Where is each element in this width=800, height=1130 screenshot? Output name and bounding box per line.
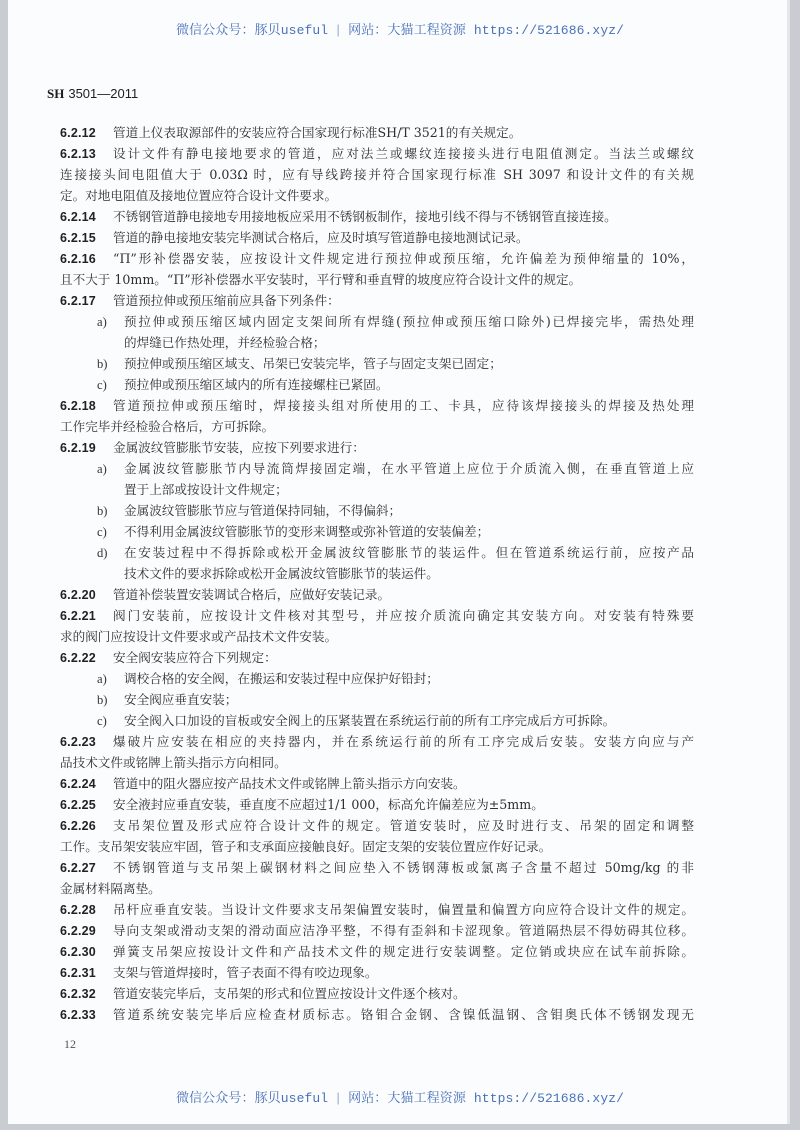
clause-number: 6.2.15 [60, 231, 96, 245]
continuation-line [60, 269, 694, 290]
line-text: 工作。支吊架安装应牢固，管子和支承面应接触良好。固定支架的安装位置应作好记录。 [60, 839, 552, 854]
clause-line [60, 857, 694, 878]
line-text: 安全阀应垂直安装； [124, 692, 238, 707]
line-text: 不锈钢管道静电接地专用接地板应采用不锈钢板制作，接地引线不得与不锈钢管直接连接。 [113, 209, 617, 224]
clause-line [60, 1004, 694, 1025]
line-text: 安全阀入口加设的盲板或安全阀上的压紧装置在系统运行前的所有工序完成后方可拆除。 [124, 713, 616, 728]
clause-line [60, 773, 694, 794]
watermark-separator: | [334, 23, 343, 38]
line-text: 金属波纹管膨胀节安装，应按下列要求进行： [113, 440, 365, 455]
list-item-label: c) [97, 714, 107, 728]
line-text: 连接接头间电阻值大于 0.03Ω 时，应有导线跨接并符合国家现行标准 SH 3097 和设计文件的有关规 [60, 167, 694, 182]
list-item [60, 521, 694, 542]
list-item-label: b) [97, 693, 108, 707]
line-text: 管道中的阻火器应按产品技术文件或铭牌上箭头指示方向安装。 [113, 776, 466, 791]
clause-number: 6.2.29 [60, 924, 96, 938]
line-text: 预拉伸或预压缩区域支、吊架已安装完毕，管子与固定支架已固定； [124, 356, 502, 371]
list-item-continuation [60, 332, 694, 353]
clause-number: 6.2.33 [60, 1008, 96, 1022]
clause-number: 6.2.13 [60, 147, 96, 161]
list-item-label: b) [97, 504, 108, 518]
clause-number: 6.2.14 [60, 210, 96, 224]
line-text: 支吊架位置及形式应符合设计文件的规定。管道安装时，应及时进行支、吊架的固定和调整 [113, 818, 694, 833]
clause-line [60, 584, 694, 605]
clause-number: 6.2.23 [60, 735, 96, 749]
continuation-line [60, 416, 694, 437]
continuation-line [60, 836, 694, 857]
clause-line [60, 437, 694, 458]
line-text: “Π”形补偿器安装，应按设计文件规定进行预拉伸或预压缩，允许偏差为预伸缩量的 10%， [113, 251, 694, 266]
list-item [60, 710, 694, 731]
line-text: 管道系统安装完毕后应检查材质标志。铬钼合金钢、含镍低温钢、含钼奥氏体不锈钢发现无 [113, 1007, 694, 1022]
line-text: 预拉伸或预压缩区域内固定支架间所有焊缝(预拉伸或预压缩口除外)已焊接完毕，需热处理 [124, 314, 694, 329]
line-text: 求的阀门应按设计文件要求或产品技术文件安装。 [60, 629, 338, 644]
clause-number: 6.2.22 [60, 651, 96, 665]
clause-number: 6.2.18 [60, 399, 96, 413]
line-text: 吊杆应垂直安装。当设计文件要求支吊架偏置安装时，偏置量和偏置方向应符合设计文件的规定。 [113, 902, 694, 917]
line-text: 爆破片应安装在相应的夹持器内，并在系统运行前的所有工序完成后安装。安装方向应与产 [113, 734, 694, 749]
line-text: 工作完毕并经检验合格后，方可拆除。 [60, 419, 275, 434]
clause-number: 6.2.27 [60, 861, 96, 875]
clause-line [60, 731, 694, 752]
clause-number: 6.2.32 [60, 987, 96, 1001]
clause-line [60, 794, 694, 815]
list-item [60, 374, 694, 395]
clause-line [60, 227, 694, 248]
list-item-label: a) [97, 672, 107, 686]
clause-line [60, 605, 694, 626]
line-text: 安全阀安装应符合下列规定： [113, 650, 277, 665]
clause-line [60, 941, 694, 962]
clause-line [60, 647, 694, 668]
line-text: 支架与管道焊接时，管子表面不得有咬边现象。 [113, 965, 378, 980]
watermark-bottom [0, 1087, 800, 1106]
clause-number: 6.2.31 [60, 966, 96, 980]
clause-line [60, 206, 694, 227]
continuation-line [60, 752, 694, 773]
clause-number: 6.2.16 [60, 252, 96, 266]
line-text: 的焊缝已作热处理，并经检验合格； [124, 335, 326, 350]
clause-line [60, 815, 694, 836]
line-text: 设计文件有静电接地要求的管道，应对法兰或螺纹连接接头进行电阻值测定。当法兰或螺纹 [113, 146, 694, 161]
line-text: 管道上仪表取源部件的安装应符合国家现行标准SH/T 3521的有关规定。 [113, 125, 522, 140]
watermark-site: 网站：大猫工程资源 https://521686.xyz/ [348, 1091, 625, 1106]
line-text: 金属材料隔离垫。 [60, 881, 161, 896]
standard-number: 3501—2011 [68, 86, 139, 101]
line-text: 管道预拉伸或预压缩时，焊接接头组对所使用的工、卡具，应待该焊接接头的焊接及热处理 [113, 398, 694, 413]
clause-number: 6.2.24 [60, 777, 96, 791]
list-item [60, 458, 694, 479]
clause-line [60, 962, 694, 983]
list-item-label: a) [97, 462, 107, 476]
line-text: 金属波纹管膨胀节应与管道保持同轴，不得偏斜； [124, 503, 402, 518]
continuation-line [60, 164, 694, 185]
list-item [60, 689, 694, 710]
list-item-label: c) [97, 525, 107, 539]
list-item [60, 311, 694, 332]
watermark-top [0, 19, 800, 38]
line-text: 调校合格的安全阀，在搬运和安装过程中应保护好铅封； [124, 671, 439, 686]
list-item-label: b) [97, 357, 108, 371]
line-text: 定。对地电阻值及接地位置应符合设计文件要求。 [60, 188, 338, 203]
clause-line [60, 983, 694, 1004]
line-text: 且不大于 10mm。“Π”形补偿器水平安装时，平行臂和垂直臂的坡度应符合设计文件的规定。 [60, 272, 582, 287]
watermark-wechat: 微信公众号：豚贝useful [175, 1091, 329, 1106]
clause-number: 6.2.28 [60, 903, 96, 917]
clause-number: 6.2.20 [60, 588, 96, 602]
line-text: 阀门安装前，应按设计文件核对其型号，并应按介质流向确定其安装方向。对安装有特殊要 [113, 608, 694, 623]
clause-number: 6.2.30 [60, 945, 96, 959]
line-text: 预拉伸或预压缩区域内的所有连接螺柱已紧固。 [124, 377, 389, 392]
list-item [60, 542, 694, 563]
continuation-line [60, 878, 694, 899]
line-text: 弹簧支吊架应按设计文件和产品技术文件的规定进行安装调整。定位销或块应在试车前拆除。 [113, 944, 694, 959]
clause-number: 6.2.26 [60, 819, 96, 833]
continuation-line [60, 626, 694, 647]
standard-code [47, 86, 138, 102]
line-text: 置于上部或按设计文件规定； [124, 482, 288, 497]
clause-number: 6.2.12 [60, 126, 96, 140]
list-item-label: d) [97, 546, 108, 560]
clause-line [60, 920, 694, 941]
page-number: 12 [64, 1037, 76, 1051]
standard-prefix: SH [47, 86, 65, 101]
list-item-continuation [60, 563, 694, 584]
watermark-separator: | [334, 1091, 343, 1106]
clause-number: 6.2.17 [60, 294, 96, 308]
line-text: 管道安装完毕后，支吊架的形式和位置应按设计文件逐个核对。 [113, 986, 466, 1001]
clause-line [60, 395, 694, 416]
list-item-label: a) [97, 315, 107, 329]
clause-line [60, 122, 694, 143]
clause-number: 6.2.25 [60, 798, 96, 812]
clause-line [60, 143, 694, 164]
line-text: 品技术文件或铭牌上箭头指示方向相同。 [60, 755, 287, 770]
watermark-wechat: 微信公众号：豚贝useful [175, 23, 329, 38]
list-item-continuation [60, 479, 694, 500]
clause-number: 6.2.21 [60, 609, 96, 623]
watermark-site: 网站：大猫工程资源 https://521686.xyz/ [348, 23, 625, 38]
line-text: 管道预拉伸或预压缩前应具备下列条件： [113, 293, 340, 308]
document-body [60, 122, 694, 1025]
line-text: 安全液封应垂直安装，垂直度不应超过1/1 000，标高允许偏差应为±5mm。 [113, 797, 544, 812]
clause-line [60, 248, 694, 269]
line-text: 技术文件的要求拆除或松开金属波纹管膨胀节的装运件。 [124, 566, 439, 581]
line-text: 不锈钢管道与支吊架上碳钢材料之间应垫入不锈钢薄板或氯离子含量不超过 50mg/kg 的非 [113, 860, 694, 875]
line-text: 管道的静电接地安装完毕测试合格后，应及时填写管道静电接地测试记录。 [113, 230, 529, 245]
line-text: 在安装过程中不得拆除或松开金属波纹管膨胀节的装运件。但在管道系统运行前，应按产品 [124, 545, 694, 560]
list-item [60, 353, 694, 374]
continuation-line [60, 185, 694, 206]
clause-line [60, 899, 694, 920]
clause-number: 6.2.19 [60, 441, 96, 455]
line-text: 不得利用金属波纹管膨胀节的变形来调整或弥补管道的安装偏差； [124, 524, 490, 539]
list-item-label: c) [97, 378, 107, 392]
line-text: 金属波纹管膨胀节内导流筒焊接固定端，在水平管道上应位于介质流入侧，在垂直管道上应 [124, 461, 694, 476]
line-text: 管道补偿装置安装调试合格后，应做好安装记录。 [113, 587, 391, 602]
list-item [60, 668, 694, 689]
line-text: 导向支架或滑动支架的滑动面应洁净平整，不得有歪斜和卡涩现象。管道隔热层不得妨碍其位移。 [113, 923, 694, 938]
clause-line [60, 290, 694, 311]
list-item [60, 500, 694, 521]
